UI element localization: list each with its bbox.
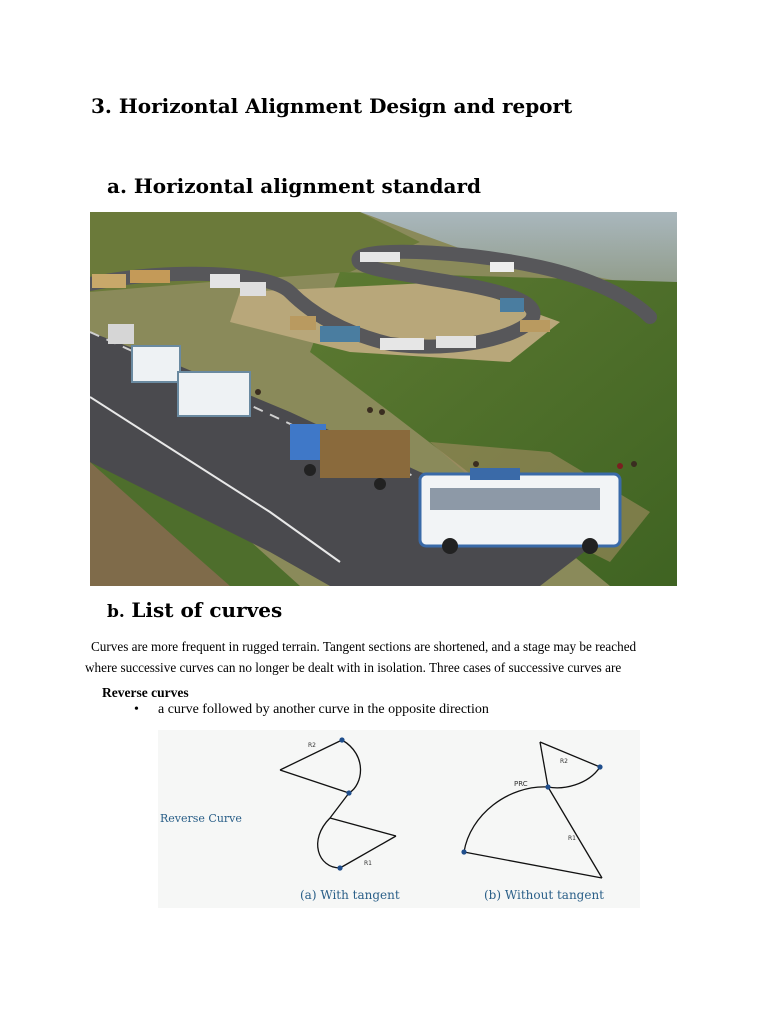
caption-a: (a) With tangent [300,888,400,902]
subsection-a-title: a. Horizontal alignment standard [107,174,482,198]
road-photo [90,212,677,586]
curves-paragraph [85,636,705,678]
label-r1-b: R1 [568,835,576,842]
caption-b: (b) Without tangent [484,888,604,902]
subsection-b-marker: b. [107,602,125,622]
reverse-curves-heading: Reverse curves [102,685,189,700]
label-r1-a: R1 [364,860,372,867]
diagram-side-label: Reverse Curve [160,812,242,825]
subsection-b-title [107,598,282,622]
paragraph-line-2: where successive curves can no longer be dealt with in isolation. Three cases of successive curves are [85,660,622,675]
label-prc: PRC [514,780,528,788]
subsection-b-text: List of curves [131,598,283,622]
section-title: 3. Horizontal Alignment Design and report [91,94,573,118]
bullet-text: a curve followed by another curve in the opposite direction [158,702,489,717]
reverse-curve-diagram [158,730,640,908]
label-r2-a: R2 [308,742,316,749]
label-r2-b: R2 [560,758,568,765]
bullet-icon: • [134,702,139,717]
paragraph-line-1: Curves are more frequent in rugged terrain. Tangent sections are shortened, and a stage may be reached [91,639,637,654]
bullet-item [134,702,489,718]
